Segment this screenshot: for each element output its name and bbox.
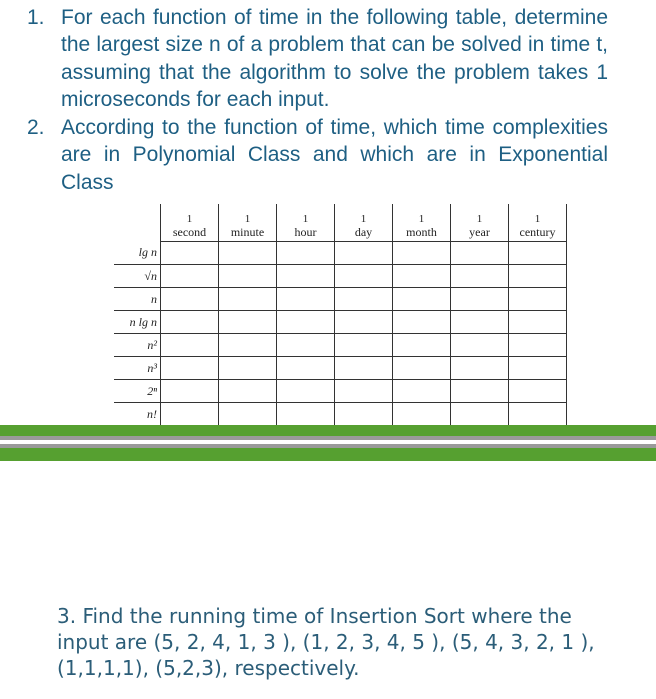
table-cell: [509, 242, 567, 265]
table-cell: [393, 403, 451, 426]
table-cell: [451, 265, 509, 288]
row-header-lg-n: lg n: [114, 242, 161, 265]
column-header-hour: 1 hour: [277, 204, 335, 242]
table-cell: [219, 288, 277, 311]
table-cell: [161, 403, 219, 426]
table-cell: [161, 265, 219, 288]
question-1-text: For each function of time in the following table, determine the largest size n of a problem that can be solved in time t, assuming that the algorithm to solve the problem takes 1 microseconds for each input.: [61, 6, 608, 111]
table-cell: [393, 357, 451, 380]
table-cell: [509, 288, 567, 311]
table-cell: [393, 265, 451, 288]
table-cell: [451, 242, 509, 265]
column-header-month: 1 month: [393, 204, 451, 242]
table-cell: [219, 380, 277, 403]
row-header-sqrt-n: √n: [114, 265, 161, 288]
table-cell: [335, 403, 393, 426]
table-header-row: [114, 204, 567, 242]
table-cell: [219, 242, 277, 265]
row-header-n-factorial: n!: [114, 403, 161, 426]
table-cell: [509, 403, 567, 426]
table-cell: [509, 311, 567, 334]
divider-stripe-green-bottom: [0, 448, 656, 461]
table-cell: [451, 380, 509, 403]
divider-stripes: [0, 425, 656, 461]
question-2-number: 2.: [27, 116, 45, 139]
table-cell: [335, 288, 393, 311]
table-cell: [277, 288, 335, 311]
table-row: [114, 288, 567, 311]
table-cell: [277, 357, 335, 380]
table-cell: [335, 265, 393, 288]
table-cell: [451, 357, 509, 380]
table-cell: [509, 265, 567, 288]
table-cell: [335, 380, 393, 403]
question-2-text: According to the function of time, which time complexities are in Polynomial Class and which are in Exponential Class: [61, 116, 608, 194]
table-cell: [161, 334, 219, 357]
row-header-n-squared: n²: [114, 334, 161, 357]
table-cell: [161, 380, 219, 403]
column-header-day: 1 day: [335, 204, 393, 242]
column-header-century: 1 century: [509, 204, 567, 242]
divider-stripe-green-top: [0, 425, 656, 436]
table-row: [114, 334, 567, 357]
row-header-n: n: [114, 288, 161, 311]
table-cell: [161, 357, 219, 380]
row-header-2-to-n: 2ⁿ: [114, 380, 161, 403]
table-cell: [277, 242, 335, 265]
table-cell: [451, 334, 509, 357]
row-header-n-lg-n: n lg n: [114, 311, 161, 334]
table-cell: [393, 380, 451, 403]
table-cell: [335, 311, 393, 334]
table-cell: [161, 242, 219, 265]
table-cell: [393, 288, 451, 311]
table-cell: [451, 288, 509, 311]
table-cell: [335, 242, 393, 265]
table-row: [114, 380, 567, 403]
table-cell: [335, 357, 393, 380]
column-header-second: 1 second: [161, 204, 219, 242]
table-cell: [219, 334, 277, 357]
table-cell: [277, 265, 335, 288]
table-cell: [277, 380, 335, 403]
table-cell: [393, 311, 451, 334]
table-cell: [509, 334, 567, 357]
question-3-text: 3. Find the running time of Insertion Sort where the input are (5, 2, 4, 1, 3 ), (1, 2, 3, 4, 5 ), (5, 4, 3, 2, 1 ), (1,1,1,1), (5,2,3), respectively.: [57, 604, 595, 680]
table-cell: [451, 311, 509, 334]
question-1-number: 1.: [27, 6, 45, 29]
table-cell: [219, 311, 277, 334]
table-cell: [219, 357, 277, 380]
time-complexity-table: [114, 204, 567, 426]
table-cell: [509, 357, 567, 380]
table-row: [114, 265, 567, 288]
table-cell: [277, 311, 335, 334]
table-row: [114, 403, 567, 426]
table-cell: [219, 403, 277, 426]
table-cell: [277, 334, 335, 357]
table-cell: [393, 334, 451, 357]
table-row: [114, 357, 567, 380]
table-corner: [114, 204, 161, 242]
table-cell: [509, 380, 567, 403]
table-row: [114, 311, 567, 334]
column-header-year: 1 year: [451, 204, 509, 242]
table-cell: [277, 403, 335, 426]
column-header-minute: 1 minute: [219, 204, 277, 242]
table-cell: [219, 265, 277, 288]
table-cell: [335, 334, 393, 357]
table-cell: [161, 288, 219, 311]
table-cell: [451, 403, 509, 426]
table-cell: [161, 311, 219, 334]
table-cell: [393, 242, 451, 265]
table-row: [114, 242, 567, 265]
row-header-n-cubed: n³: [114, 357, 161, 380]
